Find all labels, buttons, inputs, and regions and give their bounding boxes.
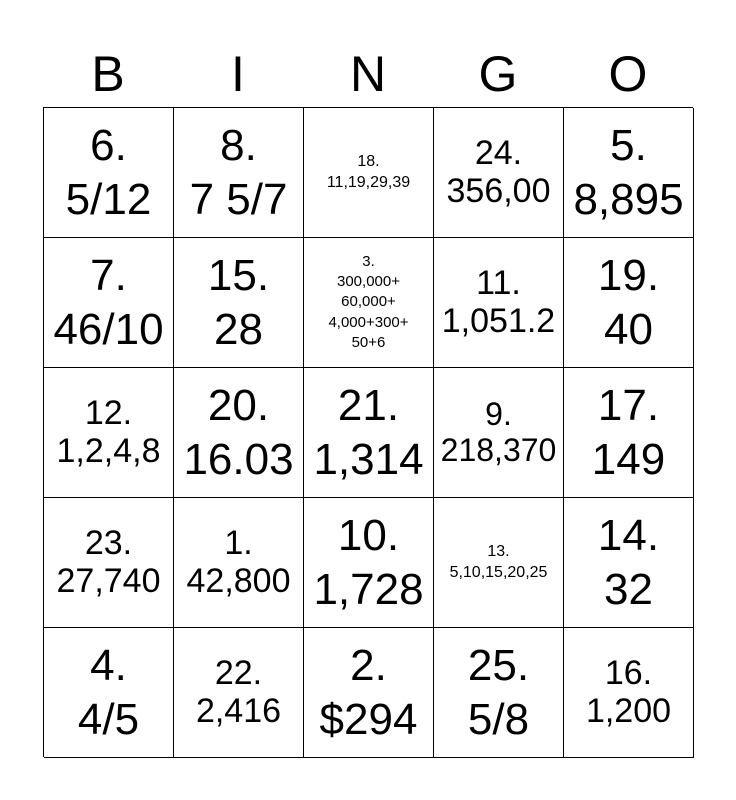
cell-answer-value: 40 <box>604 304 653 354</box>
cell-answer-value: 42,800 <box>186 561 291 600</box>
cell-problem-number: 4. <box>90 640 127 690</box>
cell-problem-number: 21. <box>337 380 400 430</box>
bingo-cell[interactable] <box>564 238 694 368</box>
bingo-cell[interactable] <box>304 238 434 368</box>
cell-answer-value: 1,728 <box>313 564 424 614</box>
bingo-cell[interactable] <box>174 628 304 758</box>
cell-answer-value: 1,051.2 <box>441 301 556 340</box>
cell-answer-value: 5/12 <box>65 174 152 224</box>
header-letter-g: G <box>478 46 518 102</box>
cell-problem-number: 13. <box>487 542 510 560</box>
bingo-cell[interactable] <box>174 368 304 498</box>
cell-answer-value: 1,2,4,8 <box>56 431 161 470</box>
cell-answer-value: 2,416 <box>195 691 282 730</box>
cell-problem-number: 23. <box>84 524 133 563</box>
bingo-card-grid <box>43 107 693 757</box>
bingo-cell[interactable] <box>434 108 564 238</box>
header-letter-o: O <box>608 46 648 102</box>
cell-answer-value: 27,740 <box>56 561 161 600</box>
cell-answer-value: 300,000+ 60,000+ 4,000+300+ 50+6 <box>328 273 409 351</box>
cell-problem-number: 16. <box>604 654 653 693</box>
cell-answer-value: 16.03 <box>183 434 294 484</box>
cell-answer-value: 5/8 <box>467 694 530 744</box>
cell-answer-value: 32 <box>604 564 653 614</box>
cell-problem-number: 18. <box>357 152 380 170</box>
cell-problem-number: 6. <box>90 120 127 170</box>
cell-problem-number: 2. <box>350 640 387 690</box>
bingo-cell[interactable] <box>564 498 694 628</box>
cell-problem-number: 10. <box>337 510 400 560</box>
cell-problem-number: 12. <box>84 394 133 433</box>
bingo-cell[interactable] <box>44 368 174 498</box>
bingo-cell[interactable] <box>434 628 564 758</box>
cell-answer-value: 1,314 <box>313 434 424 484</box>
cell-problem-number: 1. <box>224 524 253 563</box>
bingo-cell[interactable] <box>174 108 304 238</box>
bingo-cell[interactable] <box>434 498 564 628</box>
cell-answer-value: 4/5 <box>77 694 140 744</box>
cell-problem-number: 25. <box>467 640 530 690</box>
bingo-cell[interactable] <box>304 108 434 238</box>
header-letter-i: I <box>231 46 245 102</box>
header-letter-n: N <box>349 46 387 102</box>
bingo-cell[interactable] <box>44 498 174 628</box>
cell-problem-number: 3. <box>362 252 375 270</box>
bingo-cell[interactable] <box>564 368 694 498</box>
cell-problem-number: 9. <box>485 396 512 433</box>
cell-answer-value: 8,895 <box>573 174 684 224</box>
cell-problem-number: 15. <box>207 250 270 300</box>
bingo-cell[interactable] <box>174 498 304 628</box>
bingo-cell[interactable] <box>304 368 434 498</box>
bingo-cell[interactable] <box>174 238 304 368</box>
cell-problem-number: 17. <box>597 380 660 430</box>
bingo-cell[interactable] <box>44 108 174 238</box>
cell-answer-value: $294 <box>319 694 418 744</box>
bingo-cell[interactable] <box>44 238 174 368</box>
bingo-cell[interactable] <box>434 368 564 498</box>
cell-problem-number: 8. <box>220 120 257 170</box>
cell-answer-value: 149 <box>591 434 666 484</box>
cell-problem-number: 19. <box>597 250 660 300</box>
cell-answer-value: 28 <box>214 304 263 354</box>
cell-problem-number: 22. <box>214 654 263 693</box>
cell-answer-value: 5,10,15,20,25 <box>449 563 548 581</box>
cell-answer-value: 7 5/7 <box>189 174 288 224</box>
cell-problem-number: 5. <box>610 120 647 170</box>
bingo-cell[interactable] <box>44 628 174 758</box>
bingo-cell[interactable] <box>434 238 564 368</box>
bingo-cell[interactable] <box>304 628 434 758</box>
cell-problem-number: 24. <box>474 134 523 173</box>
cell-problem-number: 7. <box>90 250 127 300</box>
cell-answer-value: 356,00 <box>446 171 551 210</box>
header-letter-b: B <box>91 46 125 102</box>
cell-answer-value: 11,19,29,39 <box>326 173 411 191</box>
cell-problem-number: 20. <box>207 380 270 430</box>
cell-problem-number: 11. <box>476 264 521 303</box>
cell-answer-value: 218,370 <box>440 431 557 468</box>
bingo-header <box>43 40 693 108</box>
bingo-cell[interactable] <box>564 628 694 758</box>
bingo-cell[interactable] <box>564 108 694 238</box>
cell-problem-number: 14. <box>597 510 660 560</box>
bingo-cell[interactable] <box>304 498 434 628</box>
cell-answer-value: 46/10 <box>53 304 164 354</box>
cell-answer-value: 1,200 <box>585 691 672 730</box>
